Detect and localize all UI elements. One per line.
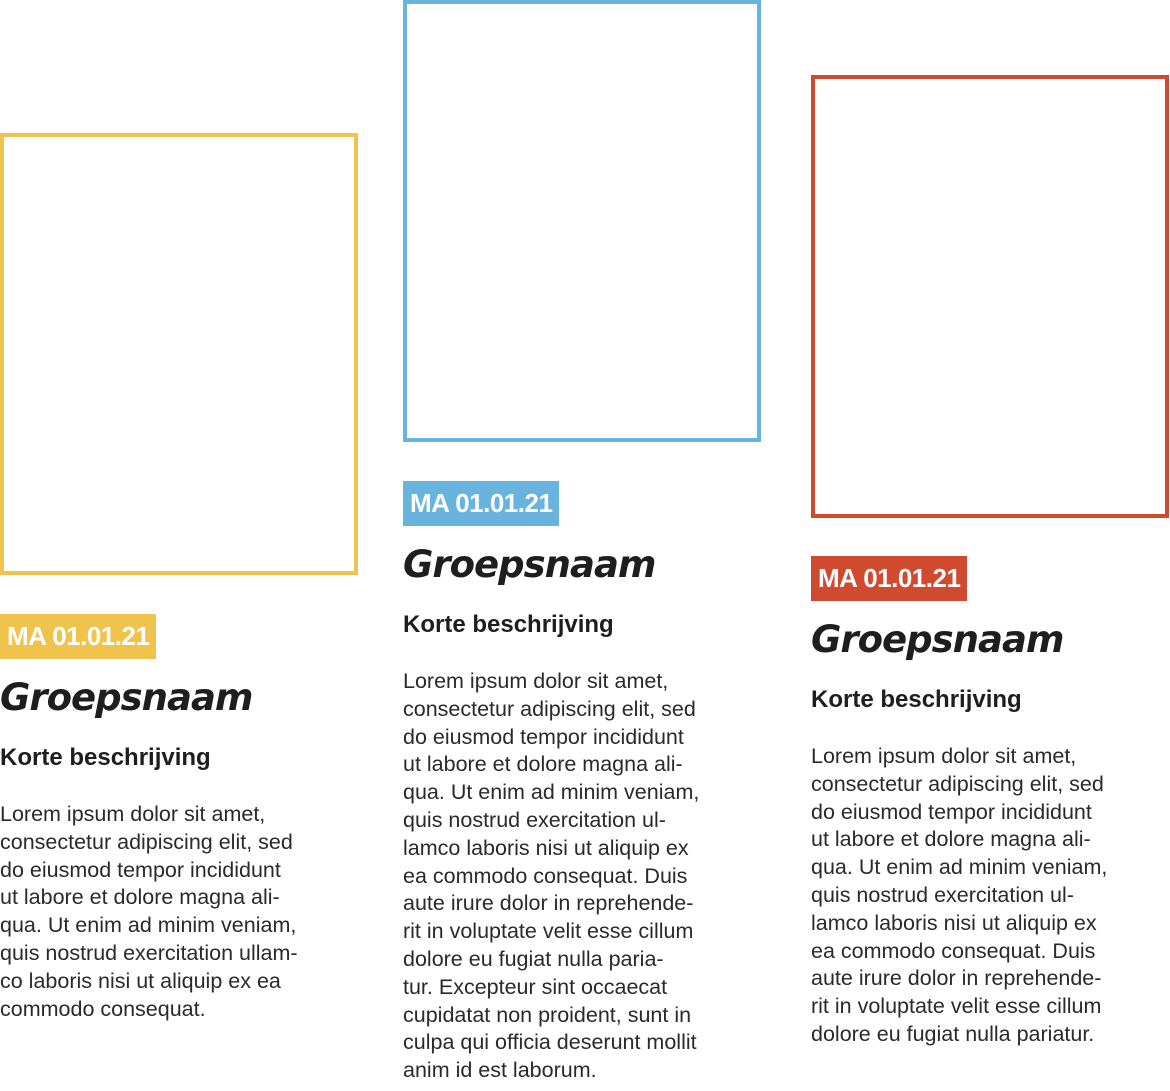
image-placeholder bbox=[811, 75, 1169, 518]
description-line: ut labore et dolore magna ali- bbox=[0, 885, 280, 910]
description-line: quis nostrud exercitation ul- bbox=[811, 882, 1074, 907]
description-line: dolore eu fugiat nulla paria- bbox=[403, 946, 664, 971]
description-line: do eiusmod tempor incididunt bbox=[0, 857, 281, 882]
description-line: quis nostrud exercitation ullam- bbox=[0, 940, 298, 965]
event-card-3 bbox=[811, 75, 1169, 1049]
description-line: dolore eu fugiat nulla pariatur. bbox=[811, 1021, 1095, 1046]
description-line: ea commodo consequat. Duis bbox=[403, 863, 688, 888]
description-line: lamco laboris nisi ut aliquip ex bbox=[811, 910, 1097, 935]
description-line: co laboris nisi ut aliquip ex ea bbox=[0, 968, 281, 993]
description-line: qua. Ut enim ad minim veniam, bbox=[811, 855, 1108, 880]
description-line: tur. Excepteur sint occaecat bbox=[403, 974, 668, 999]
description-line: lamco laboris nisi ut aliquip ex bbox=[403, 835, 689, 860]
short-description-heading: Korte beschrijving bbox=[811, 686, 1022, 713]
description-line: consectetur adipiscing elit, sed bbox=[0, 829, 293, 854]
description-line: Lorem ipsum dolor sit amet, bbox=[0, 802, 266, 826]
image-placeholder bbox=[403, 0, 761, 442]
short-description-heading: Korte beschrijving bbox=[403, 611, 614, 638]
description-line: Lorem ipsum dolor sit amet, bbox=[403, 669, 669, 693]
date-badge: MA 01.01.21 bbox=[403, 481, 559, 526]
description-line: consectetur adipiscing elit, sed bbox=[403, 696, 696, 721]
description-line: commodo consequat. bbox=[0, 996, 206, 1021]
group-name: Groepsnaam bbox=[403, 543, 656, 586]
description-line: Lorem ipsum dolor sit amet, bbox=[811, 744, 1077, 768]
description-line: ut labore et dolore magna ali- bbox=[811, 827, 1091, 852]
description-line: aute irure dolor in reprehende- bbox=[811, 966, 1102, 991]
image-placeholder bbox=[0, 133, 358, 575]
description-line: aute irure dolor in reprehende- bbox=[403, 891, 694, 916]
description-text bbox=[811, 743, 1169, 1049]
description-line: culpa qui officia deserunt mollit bbox=[403, 1030, 697, 1055]
event-card-1 bbox=[0, 133, 358, 1023]
description-line: do eiusmod tempor incididunt bbox=[403, 724, 684, 749]
date-badge: MA 01.01.21 bbox=[0, 614, 156, 659]
short-description-heading: Korte beschrijving bbox=[0, 744, 211, 771]
description-line: qua. Ut enim ad minim veniam, bbox=[403, 780, 700, 805]
group-name: Groepsnaam bbox=[811, 618, 1064, 661]
description-line: rit in voluptate velit esse cillum bbox=[811, 994, 1102, 1019]
description-line: anim id est laborum. bbox=[403, 1058, 597, 1083]
description-text bbox=[0, 801, 358, 1023]
description-line: ut labore et dolore magna ali- bbox=[403, 752, 683, 777]
description-line: quis nostrud exercitation ul- bbox=[403, 807, 666, 832]
description-text bbox=[403, 668, 761, 1085]
description-line: rit in voluptate velit esse cillum bbox=[403, 919, 694, 944]
description-line: cupidatat non proident, sunt in bbox=[403, 1002, 692, 1027]
description-line: qua. Ut enim ad minim veniam, bbox=[0, 913, 297, 938]
event-card-2 bbox=[403, 0, 761, 1085]
group-name: Groepsnaam bbox=[0, 676, 253, 719]
description-line: consectetur adipiscing elit, sed bbox=[811, 771, 1104, 796]
description-line: ea commodo consequat. Duis bbox=[811, 938, 1096, 963]
date-badge: MA 01.01.21 bbox=[811, 556, 967, 601]
description-line: do eiusmod tempor incididunt bbox=[811, 799, 1092, 824]
